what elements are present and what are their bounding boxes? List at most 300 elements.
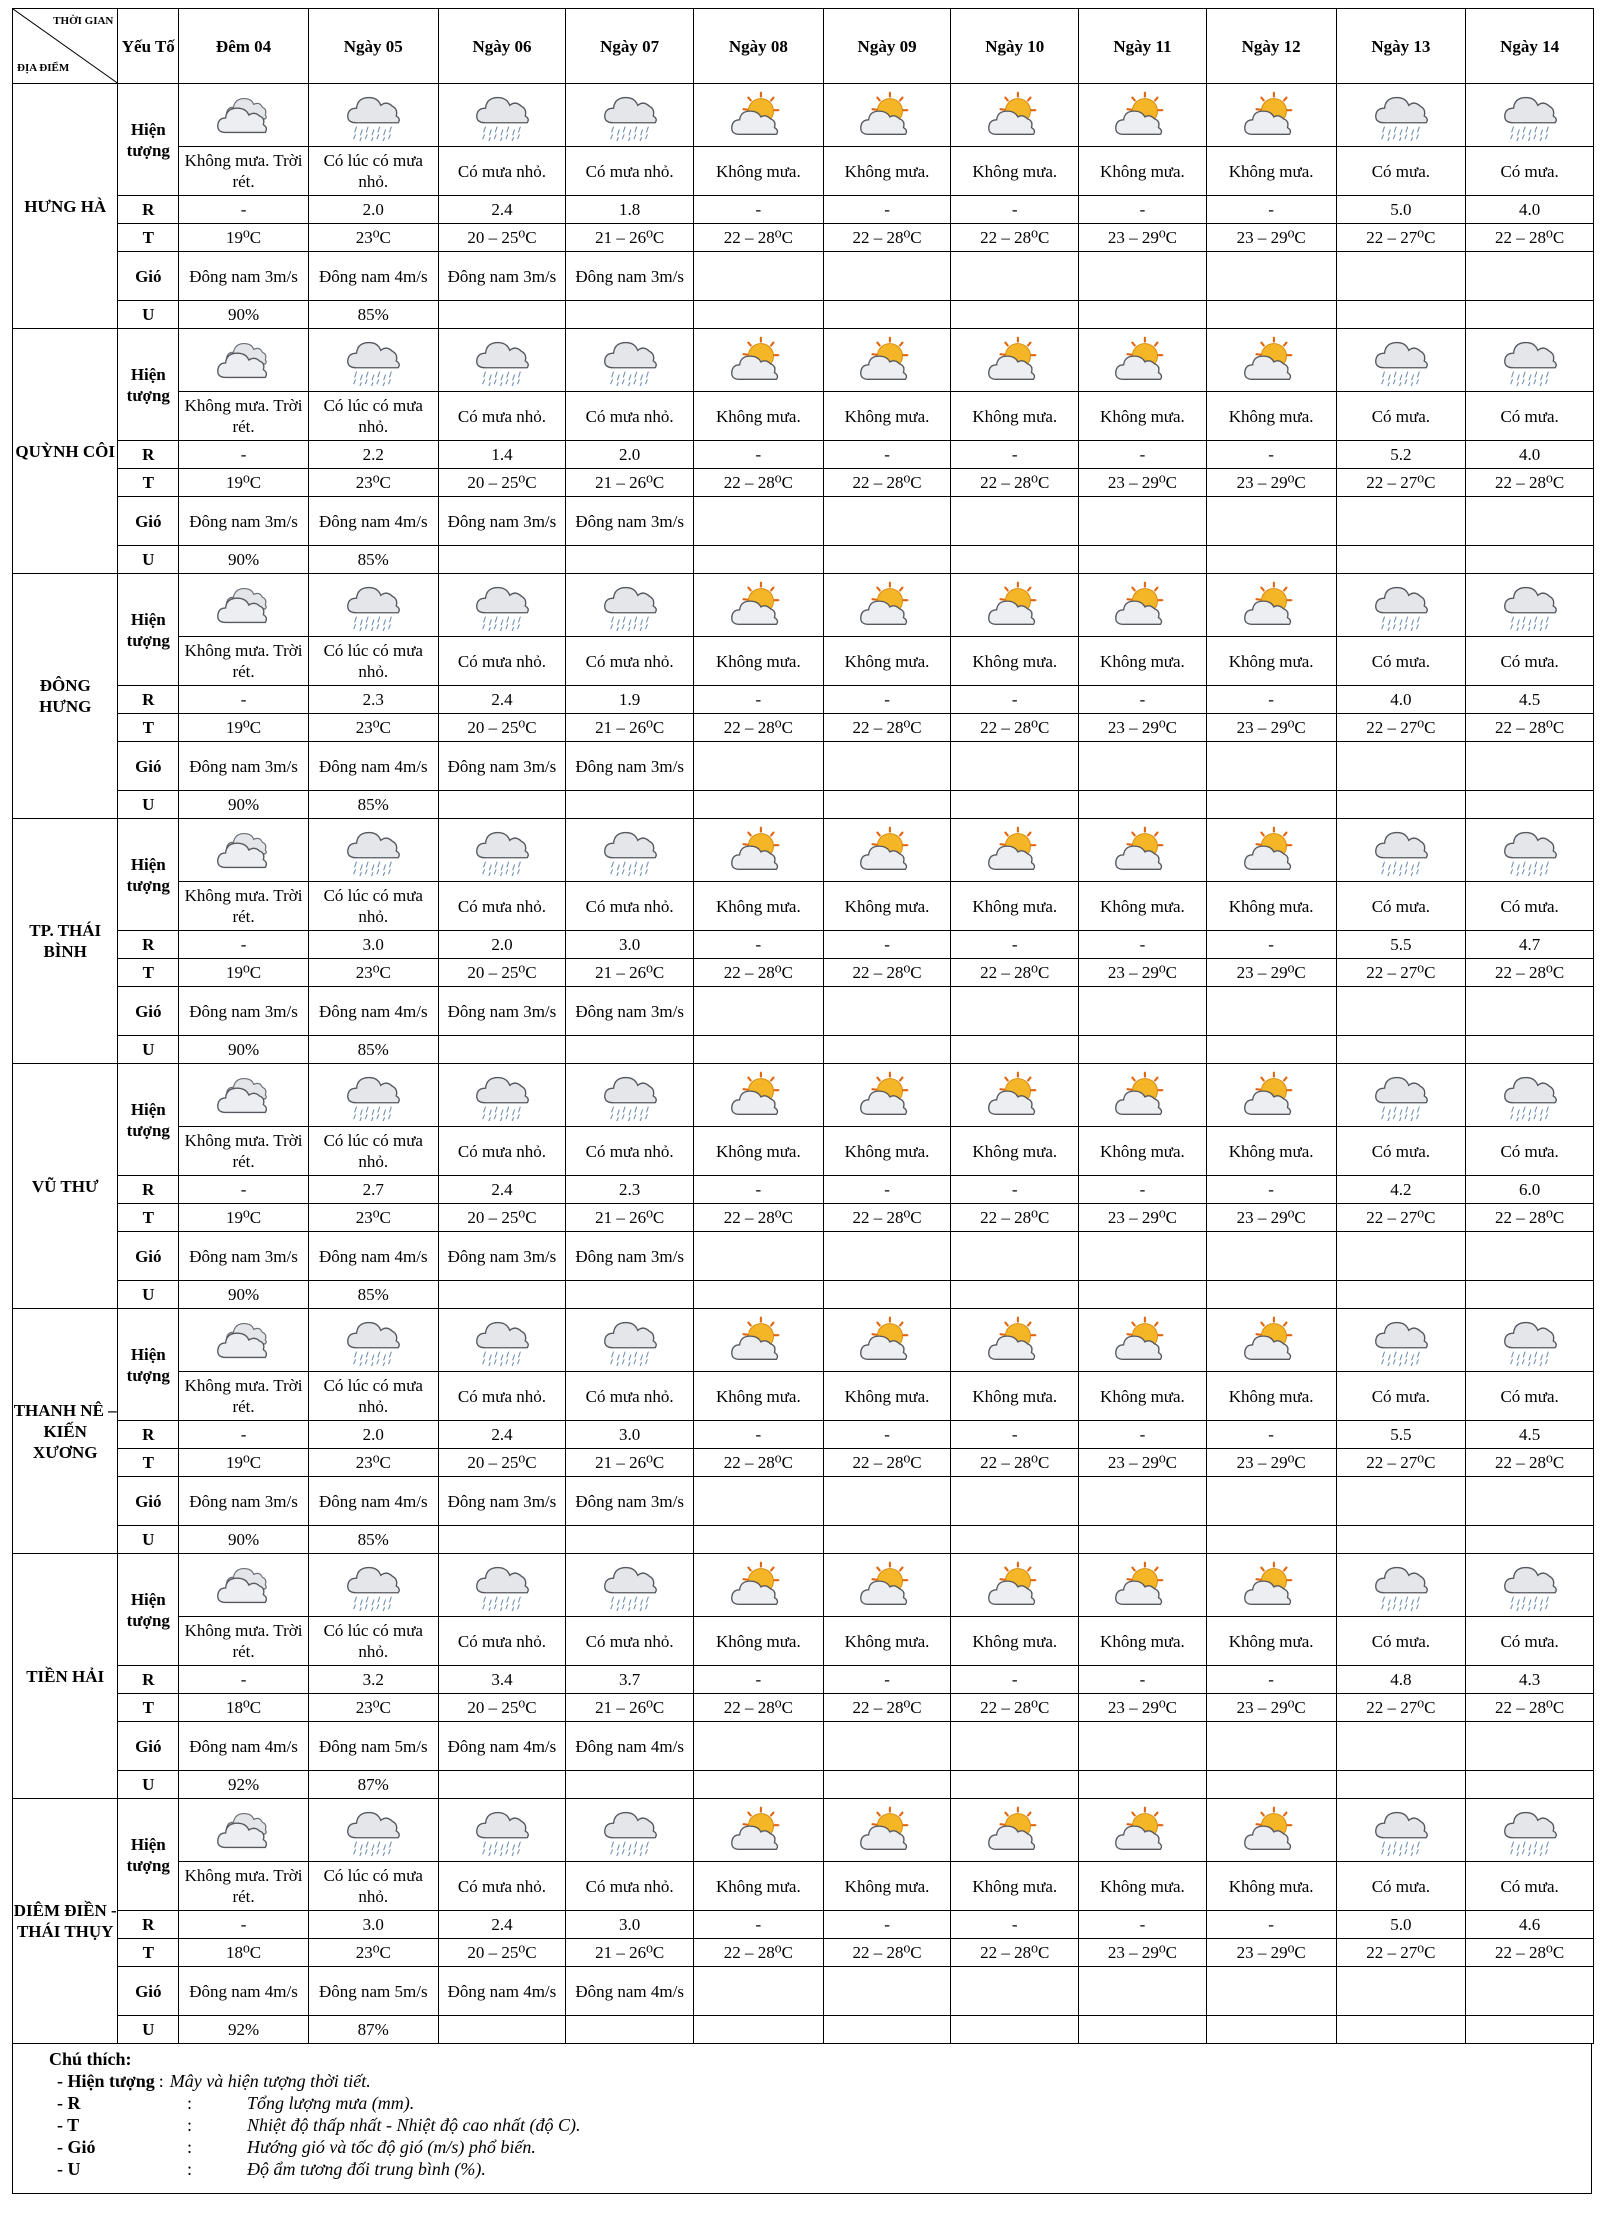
condition-cell: Có mưa nhỏ.: [566, 637, 694, 686]
humidity-cell: [951, 546, 1079, 574]
rain-cell: -: [1206, 686, 1336, 714]
sun-cloud-icon: [1207, 579, 1336, 631]
rain-cell: 5.0: [1336, 1911, 1466, 1939]
humidity-cell: [694, 1281, 824, 1309]
condition-cell: Không mưa.: [823, 392, 951, 441]
weather-icon-cell: [308, 1309, 438, 1372]
condition-cell: Không mưa.: [694, 882, 824, 931]
weather-icon-cell: [438, 574, 566, 637]
condition-cell: Có mưa.: [1336, 1127, 1466, 1176]
weather-icon-cell: [1336, 1554, 1466, 1617]
humidity-cell: 85%: [308, 1281, 438, 1309]
temperature-cell: 22 – 28⁰C: [951, 469, 1079, 497]
humidity-cell: [694, 1526, 824, 1554]
wind-cell: Đông nam 4m/s: [308, 252, 438, 301]
rain-cell: 2.4: [438, 196, 566, 224]
factor-label-wind: Gió: [118, 1722, 179, 1771]
humidity-cell: [1206, 301, 1336, 329]
weather-icon-cell: [566, 1799, 694, 1862]
legend-sep: :: [187, 2093, 193, 2113]
cloudy-icon: [179, 1804, 308, 1856]
wind-row: [13, 742, 1594, 791]
factor-label-u: U: [118, 2016, 179, 2044]
humidity-cell: [438, 1771, 566, 1799]
humidity-cell: 85%: [308, 301, 438, 329]
temperature-cell: 23⁰C: [308, 1694, 438, 1722]
wind-cell: Đông nam 3m/s: [438, 1232, 566, 1281]
temperature-cell: 22 – 28⁰C: [823, 959, 951, 987]
weather-icon-cell: [951, 574, 1079, 637]
sun-cloud-icon: [1079, 1314, 1206, 1366]
condition-cell: Không mưa.: [951, 1862, 1079, 1911]
humidity-cell: 90%: [179, 791, 309, 819]
temperature-cell: 23 – 29⁰C: [1206, 1694, 1336, 1722]
humidity-cell: [1336, 1526, 1466, 1554]
wind-cell: [694, 1722, 824, 1771]
wind-cell: Đông nam 3m/s: [179, 1232, 309, 1281]
temperature-cell: 22 – 28⁰C: [951, 959, 1079, 987]
factor-label-u: U: [118, 1036, 179, 1064]
cloudy-icon: [179, 334, 308, 386]
rain-cell: -: [823, 686, 951, 714]
rain-cell: -: [179, 441, 309, 469]
humidity-cell: [1336, 1771, 1466, 1799]
corner-time-label: THỜI GIAN: [53, 15, 114, 27]
rain-cell: 2.0: [566, 441, 694, 469]
factor-label-u: U: [118, 1526, 179, 1554]
condition-cell: Có mưa nhỏ.: [566, 1617, 694, 1666]
rain-row: [13, 686, 1594, 714]
cloudy-icon: [179, 824, 308, 876]
weather-icon-cell: [179, 1554, 309, 1617]
temperature-cell: 23 – 29⁰C: [1206, 1204, 1336, 1232]
wind-cell: [694, 497, 824, 546]
weather-icon-cell: [1336, 1799, 1466, 1862]
weather-icon-cell: [1466, 1064, 1594, 1127]
weather-icon-cell: [951, 329, 1079, 392]
sun-cloud-icon: [951, 89, 1078, 141]
condition-cell: Không mưa.: [1206, 1617, 1336, 1666]
sun-cloud-icon: [694, 1559, 823, 1611]
wind-row: [13, 1722, 1594, 1771]
icon-row: [13, 1554, 1594, 1617]
wind-cell: Đông nam 3m/s: [566, 1477, 694, 1526]
icon-row: [13, 329, 1594, 392]
humidity-cell: [1336, 2016, 1466, 2044]
humidity-cell: [1206, 1281, 1336, 1309]
condition-cell: Có mưa nhỏ.: [438, 147, 566, 196]
wind-cell: [823, 987, 951, 1036]
humidity-cell: [694, 1036, 824, 1064]
condition-cell: Không mưa.: [823, 1127, 951, 1176]
weather-icon-cell: [1206, 1799, 1336, 1862]
temperature-cell: 22 – 28⁰C: [1466, 1694, 1594, 1722]
rain-cell: -: [823, 1176, 951, 1204]
wind-cell: [1079, 987, 1207, 1036]
condition-cell: Có lúc có mưa nhỏ.: [308, 882, 438, 931]
rain-cell: 4.3: [1466, 1666, 1594, 1694]
temperature-cell: 22 – 28⁰C: [823, 1449, 951, 1477]
rain-cell: -: [1079, 1666, 1207, 1694]
rain-cell: -: [1079, 686, 1207, 714]
rain-icon: [439, 1314, 566, 1366]
factor-label-wind: Gió: [118, 497, 179, 546]
condition-cell: Không mưa.: [951, 1617, 1079, 1666]
rain-cell: 3.0: [566, 1421, 694, 1449]
rain-cell: 4.2: [1336, 1176, 1466, 1204]
humidity-cell: [823, 1526, 951, 1554]
temperature-cell: 23 – 29⁰C: [1079, 1694, 1207, 1722]
wind-cell: [1336, 497, 1466, 546]
condition-cell: Không mưa.: [1079, 1372, 1207, 1421]
factor-label-phenomenon: Hiện tượng: [118, 819, 179, 931]
weather-icon-cell: [1466, 84, 1594, 147]
weather-icon-cell: [1079, 574, 1207, 637]
humidity-cell: [438, 1526, 566, 1554]
wind-cell: [694, 1232, 824, 1281]
wind-cell: Đông nam 3m/s: [179, 742, 309, 791]
wind-cell: Đông nam 4m/s: [438, 1967, 566, 2016]
humidity-cell: [438, 2016, 566, 2044]
wind-cell: [951, 1477, 1079, 1526]
humidity-row: [13, 546, 1594, 574]
rain-cell: -: [179, 931, 309, 959]
temperature-cell: 23 – 29⁰C: [1079, 469, 1207, 497]
humidity-cell: 90%: [179, 301, 309, 329]
humidity-cell: 90%: [179, 1281, 309, 1309]
wind-cell: [1466, 987, 1594, 1036]
condition-cell: Có lúc có mưa nhỏ.: [308, 637, 438, 686]
wind-cell: [1336, 252, 1466, 301]
temperature-cell: 21 – 26⁰C: [566, 224, 694, 252]
factor-label-wind: Gió: [118, 987, 179, 1036]
weather-icon-cell: [179, 1799, 309, 1862]
rain-icon: [309, 1559, 438, 1611]
wind-cell: Đông nam 3m/s: [179, 987, 309, 1036]
humidity-cell: [823, 546, 951, 574]
condition-cell: Có mưa.: [1466, 392, 1594, 441]
rain-icon: [1337, 89, 1466, 141]
temperature-row: [13, 1939, 1594, 1967]
wind-cell: Đông nam 3m/s: [438, 987, 566, 1036]
location-name: TP. THÁI BÌNH: [13, 819, 118, 1064]
factor-label-phenomenon: Hiện tượng: [118, 1309, 179, 1421]
temperature-cell: 22 – 28⁰C: [1466, 1204, 1594, 1232]
rain-cell: -: [694, 196, 824, 224]
temperature-cell: 22 – 28⁰C: [951, 224, 1079, 252]
rain-cell: 5.5: [1336, 931, 1466, 959]
wind-cell: [823, 742, 951, 791]
sun-cloud-icon: [824, 1559, 951, 1611]
wind-cell: [823, 1722, 951, 1771]
humidity-cell: [438, 1281, 566, 1309]
icon-row: [13, 84, 1594, 147]
sun-cloud-icon: [694, 1069, 823, 1121]
sun-cloud-icon: [951, 1314, 1078, 1366]
rain-cell: -: [951, 1421, 1079, 1449]
rain-row: [13, 931, 1594, 959]
wind-cell: [823, 1967, 951, 2016]
factor-label-r: R: [118, 1911, 179, 1939]
rain-cell: -: [951, 1666, 1079, 1694]
weather-icon-cell: [1336, 329, 1466, 392]
weather-icon-cell: [1466, 1554, 1594, 1617]
weather-icon-cell: [179, 1309, 309, 1372]
wind-cell: Đông nam 4m/s: [308, 987, 438, 1036]
temperature-cell: 20 – 25⁰C: [438, 1939, 566, 1967]
humidity-cell: [823, 791, 951, 819]
rain-cell: -: [951, 441, 1079, 469]
condition-cell: Có mưa nhỏ.: [438, 1372, 566, 1421]
rain-cell: 2.3: [308, 686, 438, 714]
weather-icon-cell: [951, 1309, 1079, 1372]
rain-icon: [309, 1069, 438, 1121]
rain-icon: [1337, 1559, 1466, 1611]
rain-icon: [439, 824, 566, 876]
weather-icon-cell: [823, 1064, 951, 1127]
weather-icon-cell: [1466, 1309, 1594, 1372]
legend-key: - Hiện tượng: [57, 2071, 155, 2091]
cloudy-icon: [179, 579, 308, 631]
temperature-row: [13, 1204, 1594, 1232]
factor-label-wind: Gió: [118, 1477, 179, 1526]
weather-icon-cell: [823, 84, 951, 147]
rain-cell: 4.5: [1466, 686, 1594, 714]
wind-cell: [823, 252, 951, 301]
rain-cell: -: [694, 686, 824, 714]
rain-cell: 2.0: [438, 931, 566, 959]
sun-cloud-icon: [951, 1069, 1078, 1121]
temperature-cell: 23⁰C: [308, 1449, 438, 1477]
rain-cell: 2.7: [308, 1176, 438, 1204]
wind-row: [13, 252, 1594, 301]
humidity-cell: [1206, 1036, 1336, 1064]
legend: [12, 2044, 1592, 2194]
humidity-cell: [566, 1036, 694, 1064]
temperature-cell: 21 – 26⁰C: [566, 714, 694, 742]
humidity-row: [13, 2016, 1594, 2044]
sun-cloud-icon: [1207, 1559, 1336, 1611]
humidity-cell: [1206, 791, 1336, 819]
wind-cell: [951, 252, 1079, 301]
wind-cell: Đông nam 3m/s: [179, 497, 309, 546]
wind-row: [13, 1477, 1594, 1526]
factor-label-wind: Gió: [118, 1967, 179, 2016]
rain-row: [13, 1421, 1594, 1449]
wind-cell: [1079, 1477, 1207, 1526]
weather-icon-cell: [823, 1554, 951, 1617]
weather-icon-cell: [951, 84, 1079, 147]
wind-cell: [1079, 1232, 1207, 1281]
sun-cloud-icon: [1079, 89, 1206, 141]
wind-cell: Đông nam 4m/s: [179, 1967, 309, 2016]
rain-cell: -: [694, 931, 824, 959]
rain-cell: 2.3: [566, 1176, 694, 1204]
condition-cell: Có mưa.: [1466, 1127, 1594, 1176]
sun-cloud-icon: [1207, 1069, 1336, 1121]
weather-icon-cell: [694, 1799, 824, 1862]
humidity-cell: [438, 301, 566, 329]
temperature-cell: 23 – 29⁰C: [1079, 224, 1207, 252]
factor-label-r: R: [118, 441, 179, 469]
condition-cell: Có mưa nhỏ.: [566, 1127, 694, 1176]
wind-cell: [694, 742, 824, 791]
rain-cell: -: [1206, 1176, 1336, 1204]
condition-cell: Có mưa.: [1336, 882, 1466, 931]
rain-icon: [439, 89, 566, 141]
condition-row: [13, 1862, 1594, 1911]
sun-cloud-icon: [1079, 334, 1206, 386]
humidity-cell: [1336, 791, 1466, 819]
temperature-cell: 22 – 28⁰C: [951, 714, 1079, 742]
legend-item: [49, 2070, 1591, 2092]
condition-cell: Có mưa.: [1336, 1862, 1466, 1911]
temperature-row: [13, 1449, 1594, 1477]
wind-cell: [951, 1232, 1079, 1281]
condition-cell: Không mưa.: [951, 882, 1079, 931]
condition-cell: Có mưa nhỏ.: [566, 1372, 694, 1421]
temperature-cell: 22 – 28⁰C: [694, 1449, 824, 1477]
humidity-cell: 87%: [308, 1771, 438, 1799]
day-header: Ngày 07: [566, 9, 694, 84]
weather-icon-cell: [308, 1799, 438, 1862]
wind-cell: Đông nam 3m/s: [566, 497, 694, 546]
rain-icon: [309, 824, 438, 876]
wind-cell: [1079, 252, 1207, 301]
rain-cell: -: [179, 1421, 309, 1449]
sun-cloud-icon: [824, 579, 951, 631]
rain-icon: [309, 579, 438, 631]
rain-cell: -: [179, 196, 309, 224]
rain-cell: 3.0: [566, 1911, 694, 1939]
legend-key: - U: [57, 2159, 81, 2179]
temperature-cell: 22 – 28⁰C: [1466, 714, 1594, 742]
temperature-cell: 20 – 25⁰C: [438, 1204, 566, 1232]
humidity-row: [13, 1771, 1594, 1799]
cloudy-icon: [179, 1069, 308, 1121]
weather-icon-cell: [566, 819, 694, 882]
weather-icon-cell: [694, 1309, 824, 1372]
rain-cell: 2.0: [308, 1421, 438, 1449]
factor-label-phenomenon: Hiện tượng: [118, 574, 179, 686]
condition-cell: Không mưa.: [823, 637, 951, 686]
legend-item: [49, 2136, 1591, 2158]
factor-label-wind: Gió: [118, 1232, 179, 1281]
condition-cell: Không mưa.: [951, 1127, 1079, 1176]
humidity-cell: 85%: [308, 546, 438, 574]
sun-cloud-icon: [824, 1804, 951, 1856]
temperature-row: [13, 959, 1594, 987]
humidity-cell: [823, 1771, 951, 1799]
rain-cell: -: [179, 1176, 309, 1204]
humidity-cell: [694, 791, 824, 819]
weather-icon-cell: [566, 329, 694, 392]
condition-cell: Không mưa.: [694, 1862, 824, 1911]
temperature-cell: 18⁰C: [179, 1694, 309, 1722]
humidity-cell: [1466, 1771, 1594, 1799]
weather-icon-cell: [823, 1309, 951, 1372]
humidity-cell: [1079, 1036, 1207, 1064]
rain-icon: [309, 1804, 438, 1856]
sun-cloud-icon: [824, 1314, 951, 1366]
temperature-cell: 22 – 28⁰C: [823, 714, 951, 742]
wind-cell: Đông nam 5m/s: [308, 1967, 438, 2016]
location-name: QUỲNH CÔI: [13, 329, 118, 574]
weather-icon-cell: [1206, 819, 1336, 882]
condition-cell: Có mưa.: [1466, 637, 1594, 686]
weather-icon-cell: [308, 84, 438, 147]
humidity-cell: [1336, 546, 1466, 574]
temperature-cell: 23⁰C: [308, 1939, 438, 1967]
temperature-cell: 18⁰C: [179, 1939, 309, 1967]
condition-row: [13, 637, 1594, 686]
legend-key: - R: [57, 2093, 81, 2113]
sun-cloud-icon: [1207, 1314, 1336, 1366]
legend-desc: Tổng lượng mưa (mm).: [247, 2093, 415, 2113]
weather-icon-cell: [179, 819, 309, 882]
rain-icon: [1466, 1804, 1593, 1856]
wind-cell: Đông nam 3m/s: [438, 252, 566, 301]
temperature-cell: 23⁰C: [308, 959, 438, 987]
sun-cloud-icon: [1079, 824, 1206, 876]
condition-cell: Không mưa. Trời rét.: [179, 147, 309, 196]
temperature-cell: 22 – 27⁰C: [1336, 959, 1466, 987]
weather-icon-cell: [823, 819, 951, 882]
sun-cloud-icon: [824, 89, 951, 141]
humidity-cell: [1079, 1526, 1207, 1554]
rain-cell: 1.4: [438, 441, 566, 469]
wind-cell: [1206, 497, 1336, 546]
legend-key: - Gió: [57, 2137, 96, 2157]
temperature-cell: 22 – 27⁰C: [1336, 1939, 1466, 1967]
humidity-cell: [1466, 1036, 1594, 1064]
rain-icon: [1337, 824, 1466, 876]
factor-label-u: U: [118, 791, 179, 819]
weather-icon-cell: [823, 329, 951, 392]
humidity-cell: 87%: [308, 2016, 438, 2044]
condition-cell: Có lúc có mưa nhỏ.: [308, 392, 438, 441]
humidity-cell: [951, 1526, 1079, 1554]
rain-cell: -: [951, 196, 1079, 224]
humidity-row: [13, 1281, 1594, 1309]
temperature-row: [13, 224, 1594, 252]
humidity-cell: [1336, 1036, 1466, 1064]
cloudy-icon: [179, 1314, 308, 1366]
weather-icon-cell: [694, 329, 824, 392]
rain-icon: [1337, 579, 1466, 631]
condition-cell: Có mưa nhỏ.: [438, 1127, 566, 1176]
condition-cell: Không mưa.: [1206, 1127, 1336, 1176]
wind-cell: [1466, 1232, 1594, 1281]
humidity-cell: [1466, 1526, 1594, 1554]
factor-label-u: U: [118, 1771, 179, 1799]
temperature-cell: 22 – 28⁰C: [823, 1939, 951, 1967]
factor-label-r: R: [118, 196, 179, 224]
weather-icon-cell: [179, 1064, 309, 1127]
humidity-cell: [823, 1281, 951, 1309]
wind-cell: Đông nam 3m/s: [179, 1477, 309, 1526]
weather-icon-cell: [1336, 1309, 1466, 1372]
day-header: Ngày 05: [308, 9, 438, 84]
rain-cell: 1.9: [566, 686, 694, 714]
condition-cell: Không mưa.: [1206, 882, 1336, 931]
condition-cell: Không mưa.: [1079, 1862, 1207, 1911]
condition-row: [13, 1127, 1594, 1176]
weather-icon-cell: [1336, 84, 1466, 147]
corner-cell: [13, 9, 118, 84]
humidity-cell: [1466, 2016, 1594, 2044]
temperature-cell: 23 – 29⁰C: [1206, 224, 1336, 252]
